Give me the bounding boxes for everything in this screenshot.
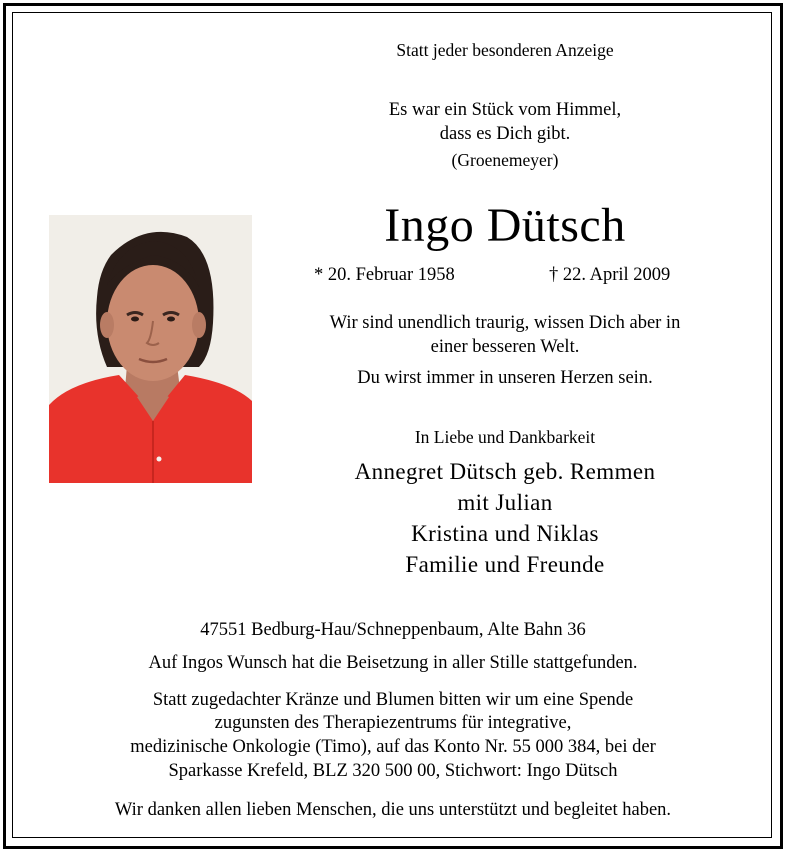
mourner-name: Kristina und Niklas — [411, 521, 599, 546]
mourners-intro: In Liebe und Dankbarkeit — [414, 427, 596, 447]
donation-line-4: Sparkasse Krefeld, BLZ 320 500 00, Stichwort: Ingo Dütsch — [168, 761, 618, 781]
portrait-illustration — [49, 215, 252, 483]
quote-author: (Groenemeyer) — [451, 150, 559, 170]
burial-text: Auf Ingos Wunsch hat die Beisetzung in aller Stille stattgefunden. — [148, 653, 638, 673]
address-text: 47551 Bedburg-Hau/Schneppenbaum, Alte Bahn 36 — [200, 620, 586, 640]
quote-line-1: Es war ein Stück vom Himmel, — [388, 100, 622, 120]
portrait-photo — [49, 215, 252, 483]
notice-text: Statt jeder besonderen Anzeige — [396, 40, 614, 60]
mourner-name: Familie und Freunde — [405, 552, 605, 577]
message-line-3: Du wirst immer in unseren Herzen sein. — [357, 368, 653, 388]
donation-line-1: Statt zugedachter Kränze und Blumen bitten wir um eine Spende — [152, 690, 634, 710]
message-line-2: einer besseren Welt. — [430, 337, 580, 357]
deceased-name: Ingo Dütsch — [384, 199, 626, 252]
mourner-name: mit Julian — [457, 490, 553, 515]
birth-date: * 20. Februar 1958 — [314, 265, 455, 285]
quote-line-2: dass es Dich gibt. — [439, 124, 571, 144]
mourner-name: Annegret Dütsch geb. Remmen — [354, 459, 656, 484]
thanks-text: Wir danken allen lieben Menschen, die uns unterstützt und begleitet haben. — [114, 800, 672, 820]
donation-line-2: zugunsten des Therapiezentrums für integrative, — [214, 713, 572, 733]
message-line-1: Wir sind unendlich traurig, wissen Dich aber in — [329, 313, 681, 333]
donation-line-3: medizinische Onkologie (Timo), auf das Konto Nr. 55 000 384, bei der — [130, 737, 656, 757]
death-date: † 22. April 2009 — [549, 265, 671, 285]
